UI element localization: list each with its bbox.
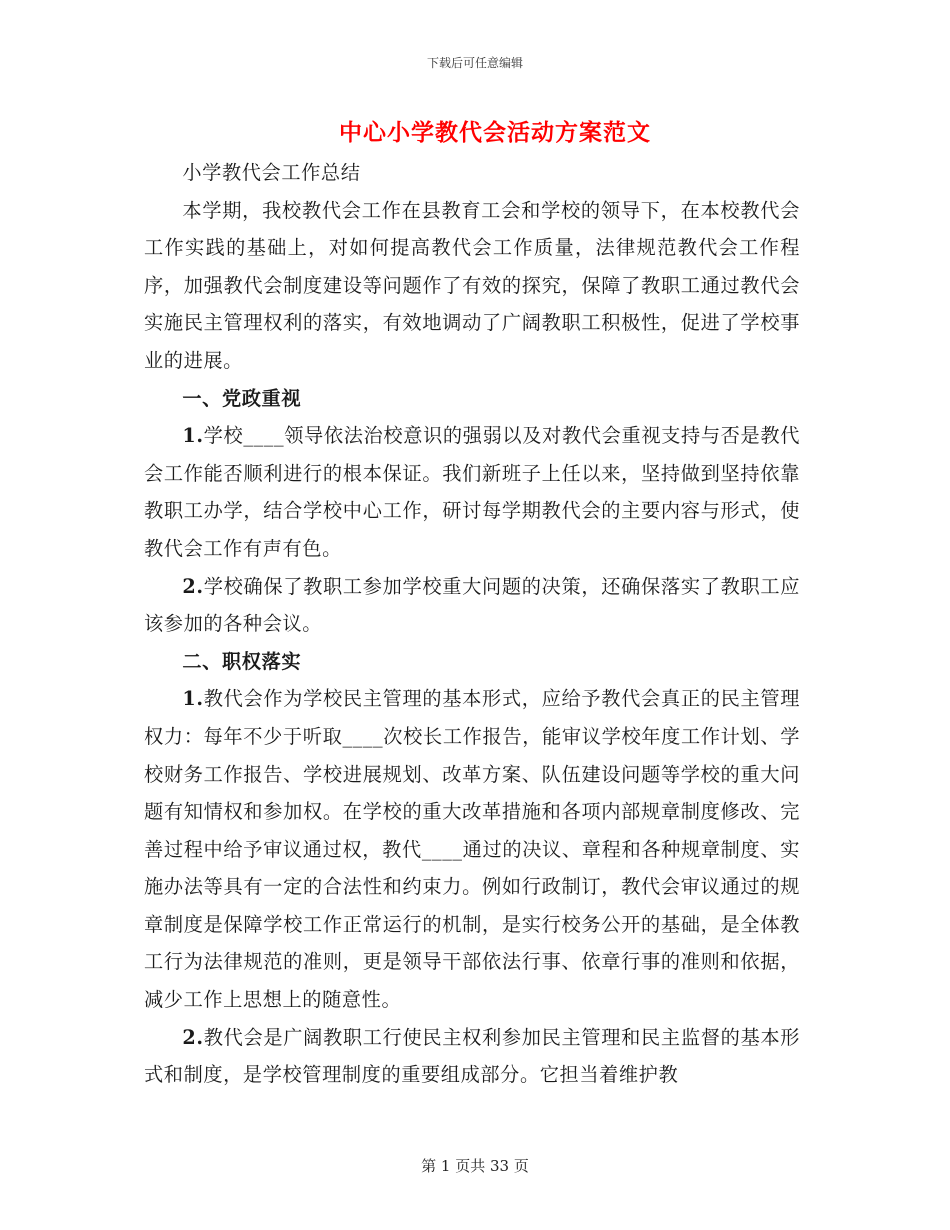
item-number: 2.	[182, 574, 204, 598]
item-text: 学校确保了教职工参加学校重大问题的决策，还确保落实了教职工应该参加的各种会议。	[144, 574, 800, 636]
item-text: 教代会作为学校民主管理的基本形式，应给予教代会真正的民主管理权力：每年不少于听取____次校长工作报告，能审议学校年度工作计划、学校财务工作报告、学校进展规划、改革方案、队伍建设问题等学校的重大问题有知情权和参加权。在学校的重大改革措施和各项内部规章制度修改、完善过程中给予审议通过权，教代____通过的决议、章程和各种规章制度、实施办法等具有一定的合法性和约束力。例如行政制订，教代会审议通过的规章制度是保障学校工作正常运行的机制，是实行校务公开的基础，是全体教工行为法律规范的准则，更是领导干部依法行事、依章行事的准则和依据，减少工作上思想上的随意性。	[144, 687, 800, 1012]
document-body	[144, 154, 800, 1094]
header-note: 下载后可任意编辑	[426, 56, 523, 70]
item-number: 1.	[182, 424, 204, 448]
intro-paragraph: 本学期，我校教代会工作在县教育工会和学校的领导下，在本校教代会工作实践的基础上，对如何提高教代会工作质量，法律规范教代会工作程序，加强教代会制度建设等问题作了有效的探究，保障了教职工通过教代会实施民主管理权利的落实，有效地调动了广阔教职工积极性，促进了学校事业的进展。	[144, 198, 800, 372]
section-item	[144, 1019, 800, 1094]
item-text: 学校____领导依法治校意识的强弱以及对教代会重视支持与否是教代会工作能否顺利进行的根本保证。我们新班子上任以来，坚持做到坚持依靠教职工办学，结合学校中心工作，研讨每学期教代会的主要内容与形式，使教代会工作有声有色。	[144, 424, 800, 560]
page-number: 第 1 页共 33 页	[421, 1157, 529, 1175]
item-number: 2.	[182, 1025, 204, 1049]
document-subtitle: 小学教代会工作总结	[182, 161, 361, 184]
section-heading: 二、职权落实	[182, 649, 302, 673]
item-text: 教代会是广阔教职工行使民主权利参加民主管理和民主监督的基本形式和制度，是学校管理制度的重要组成部分。它担当着维护教	[144, 1025, 800, 1087]
section-item	[144, 417, 800, 567]
document-title: 中心小学教代会活动方案范文	[339, 119, 651, 146]
section-heading: 一、党政重视	[182, 386, 302, 410]
item-number: 1.	[182, 687, 204, 711]
section-item	[144, 680, 800, 1018]
section-item	[144, 568, 800, 643]
